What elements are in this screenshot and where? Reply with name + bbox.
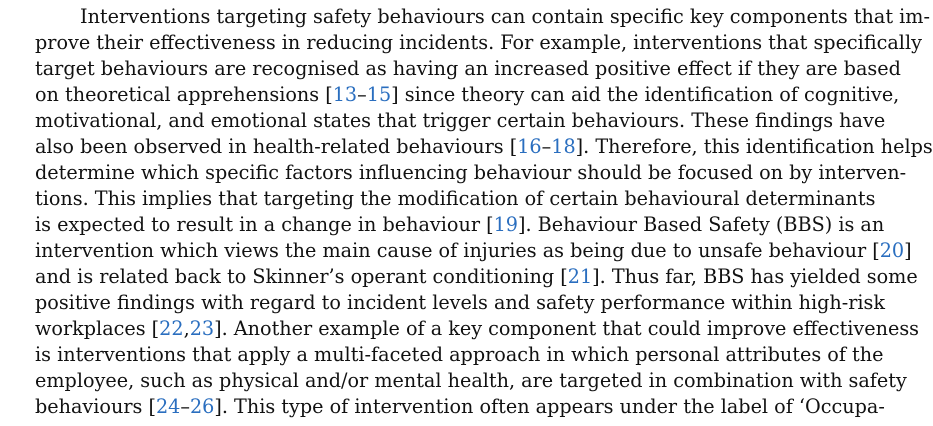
paragraph-line [35, 290, 885, 316]
paragraph-line [35, 82, 900, 108]
paragraph-line [35, 56, 901, 82]
citation-link[interactable]: 19 [493, 213, 518, 236]
citation-link[interactable]: 20 [879, 239, 905, 262]
citation-link[interactable]: 21 [567, 265, 593, 288]
paragraph-text: positive findings with regard to incident levels and safety performance within high-risk [35, 291, 885, 314]
paragraph-text: tions. This implies that targeting the modification of certain behavioural determinants [35, 187, 876, 210]
paragraph-line [35, 160, 907, 186]
paragraph-text: , [183, 317, 190, 340]
paragraph-text: behaviours [ [35, 395, 156, 418]
citation-link[interactable]: 22 [159, 317, 184, 340]
paragraph-line [35, 212, 885, 238]
paragraph-text: target behaviours are recognised as having an increased positive effect if they are based [35, 57, 901, 80]
paragraph-text: and is related back to Skinner’s operant conditioning [ [35, 265, 568, 288]
paragraph-line [35, 108, 886, 134]
paragraph-line [35, 186, 876, 212]
paragraph-line [35, 394, 885, 420]
paragraph-text: – [357, 83, 367, 106]
paragraph-text: intervention which views the main cause of injuries as being due to unsafe behaviour [ [35, 239, 880, 262]
citation-link[interactable]: 18 [551, 135, 576, 158]
paragraph-text: ]. Another example of a key component that could improve effectiveness [214, 317, 920, 340]
citation-link[interactable]: 13 [332, 83, 358, 106]
paragraph-text: ] [904, 239, 912, 262]
citation-link[interactable]: 16 [517, 135, 542, 158]
paragraph-line [35, 342, 884, 368]
citation-link[interactable]: 24 [155, 395, 181, 418]
paragraph-line [35, 368, 907, 394]
paragraph-text: workplaces [ [35, 317, 160, 340]
paragraph-text: is expected to result in a change in behaviour [ [35, 213, 494, 236]
paragraph-text: – [180, 395, 190, 418]
paragraph-text: also been observed in health-related behaviours [ [35, 135, 518, 158]
paragraph-line [35, 134, 933, 160]
citation-link[interactable]: 26 [189, 395, 215, 418]
paragraph-text: ]. This type of intervention often appears under the label of ‘Occupa- [214, 395, 885, 418]
citation-link[interactable]: 15 [366, 83, 392, 106]
citation-link[interactable]: 23 [189, 317, 215, 340]
paragraph-line [35, 316, 920, 342]
paragraph-line [80, 4, 930, 30]
paragraph-text: ]. Thus far, BBS has yielded some [592, 265, 918, 288]
paragraph-text: on theoretical apprehensions [ [35, 83, 333, 106]
paragraph-text: motivational, and emotional states that trigger certain behaviours. These findings have [35, 109, 886, 132]
paragraph-line [35, 238, 912, 264]
paragraph-text: ] since theory can aid the identification of cognitive, [391, 83, 900, 106]
paragraph-text: – [541, 135, 552, 158]
paragraph-text: employee, such as physical and/or mental health, are targeted in combination with safety [35, 369, 907, 392]
paragraph-text: Interventions targeting safety behaviours can contain specific key components that im- [80, 5, 930, 28]
paragraph-line [35, 30, 922, 56]
paragraph-line [35, 264, 918, 290]
paragraph-text: prove their effectiveness in reducing incidents. For example, interventions that specifically [35, 31, 922, 54]
paragraph-text: ]. Therefore, this identification helps [575, 135, 933, 158]
paragraph-text: is interventions that apply a multi-faceted approach in which personal attributes of the [35, 343, 884, 366]
paragraph-text: determine which specific factors influencing behaviour should be focused on by interven- [35, 161, 907, 184]
paragraph-text: ]. Behaviour Based Safety (BBS) is an [518, 213, 885, 236]
paragraph [35, 0, 933, 426]
